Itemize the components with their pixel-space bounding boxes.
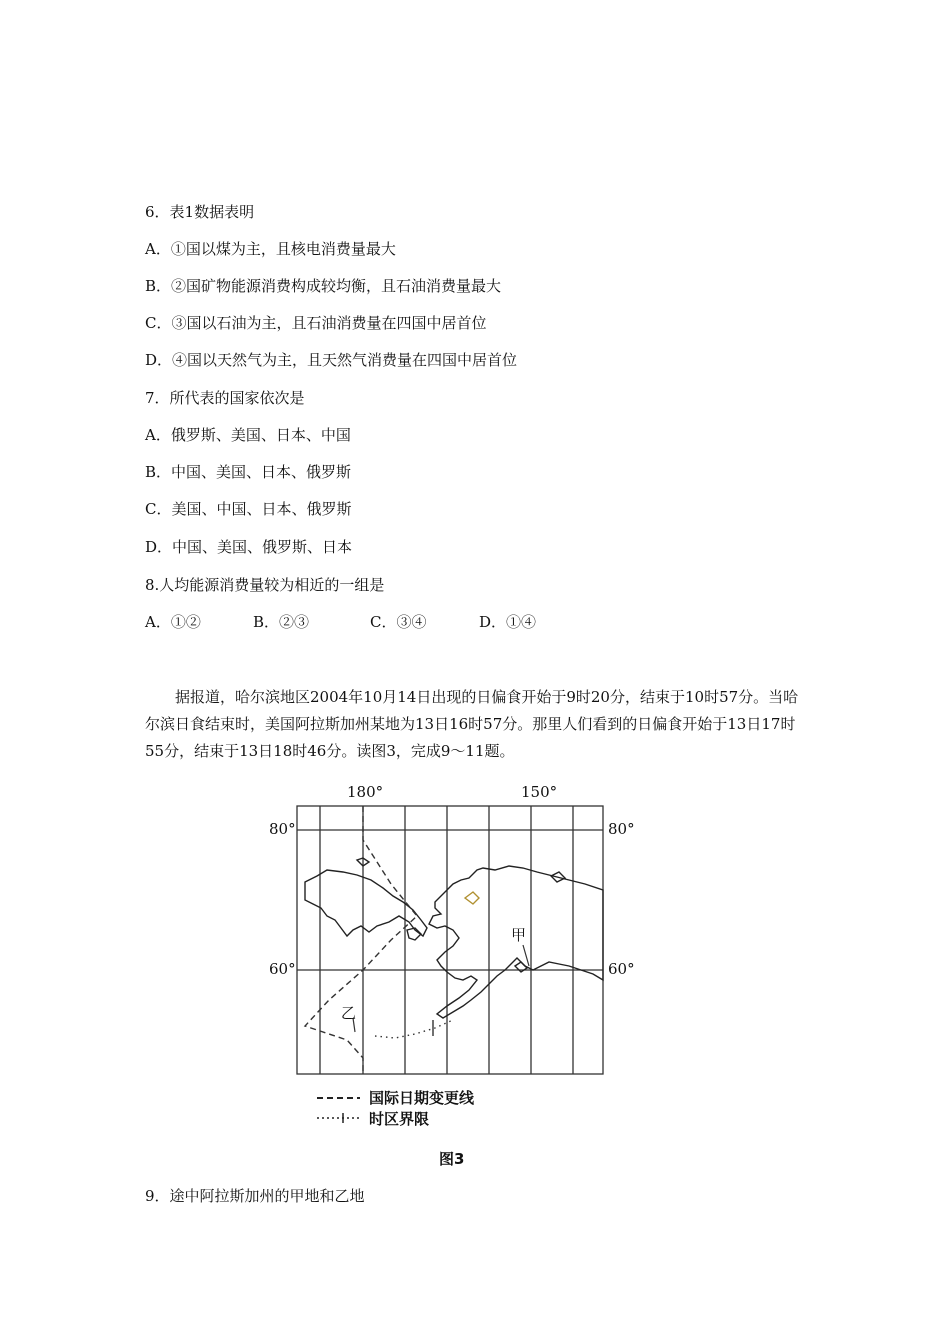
question-6-option-b: B．②国矿物能源消费构成较均衡，且石油消费量最大 [145, 277, 502, 295]
question-6-option-c: C．③国以石油为主，且石油消费量在四国中居首位 [145, 314, 487, 332]
label-lon-150: 150° [521, 783, 558, 801]
label-yi: 乙 [341, 1004, 357, 1022]
label-jia: 甲 [511, 926, 527, 944]
label-lon-180: 180° [347, 783, 384, 801]
timezone-boundary [375, 1020, 453, 1038]
question-8-option-d: D．①④ [479, 613, 537, 631]
question-9-stem: 9．途中阿拉斯加州的甲地和乙地 [145, 1187, 365, 1205]
coastline [305, 858, 603, 1018]
alaska-map-graphic [265, 780, 655, 1180]
question-8-stem: 8.人均能源消费量较为相近的一组是 [145, 576, 385, 594]
label-lat-80-left: 80° [269, 820, 296, 838]
figure-3-map [265, 780, 655, 1180]
figure-caption: 图3 [439, 1150, 465, 1168]
date-line [305, 806, 417, 1074]
legend-dateline-label: 国际日期变更线 [369, 1089, 475, 1107]
label-lat-60-left: 60° [269, 960, 296, 978]
reading-passage: 据报道，哈尔滨地区2004年10月14日出现的日偏食开始于9时20分，结束于10时57分。当哈尔滨日食结束时，美国阿拉斯加州某地为13日16时57分。那里人们看到的日偏食开始于13日17时55分，结束于13日18时46分。读图3，完成9～11题。 [145, 688, 799, 760]
question-7-option-a: A．俄罗斯、美国、日本、中国 [145, 426, 351, 444]
question-8-option-a: A．①② [145, 613, 201, 631]
question-6-stem: 6．表1数据表明 [145, 203, 255, 221]
question-7-stem: 7．所代表的国家依次是 [145, 389, 305, 407]
question-6-option-d: D．④国以天然气为主，且天然气消费量在四国中居首位 [145, 351, 518, 369]
question-7-option-b: B．中国、美国、日本、俄罗斯 [145, 463, 352, 481]
jia-pointer [523, 945, 529, 966]
question-6-option-a: A．①国以煤为主，且核电消费量最大 [145, 240, 396, 258]
map-frame [297, 806, 603, 1074]
label-lat-60-right: 60° [608, 960, 635, 978]
question-8-option-b: B．②③ [253, 613, 310, 631]
legend-timezone-label: 时区界限 [369, 1110, 430, 1128]
label-lat-80-right: 80° [608, 820, 635, 838]
question-7-option-c: C．美国、中国、日本、俄罗斯 [145, 500, 352, 518]
question-7-option-d: D．中国、美国、俄罗斯、日本 [145, 538, 353, 556]
question-8-option-c: C．③④ [370, 613, 427, 631]
